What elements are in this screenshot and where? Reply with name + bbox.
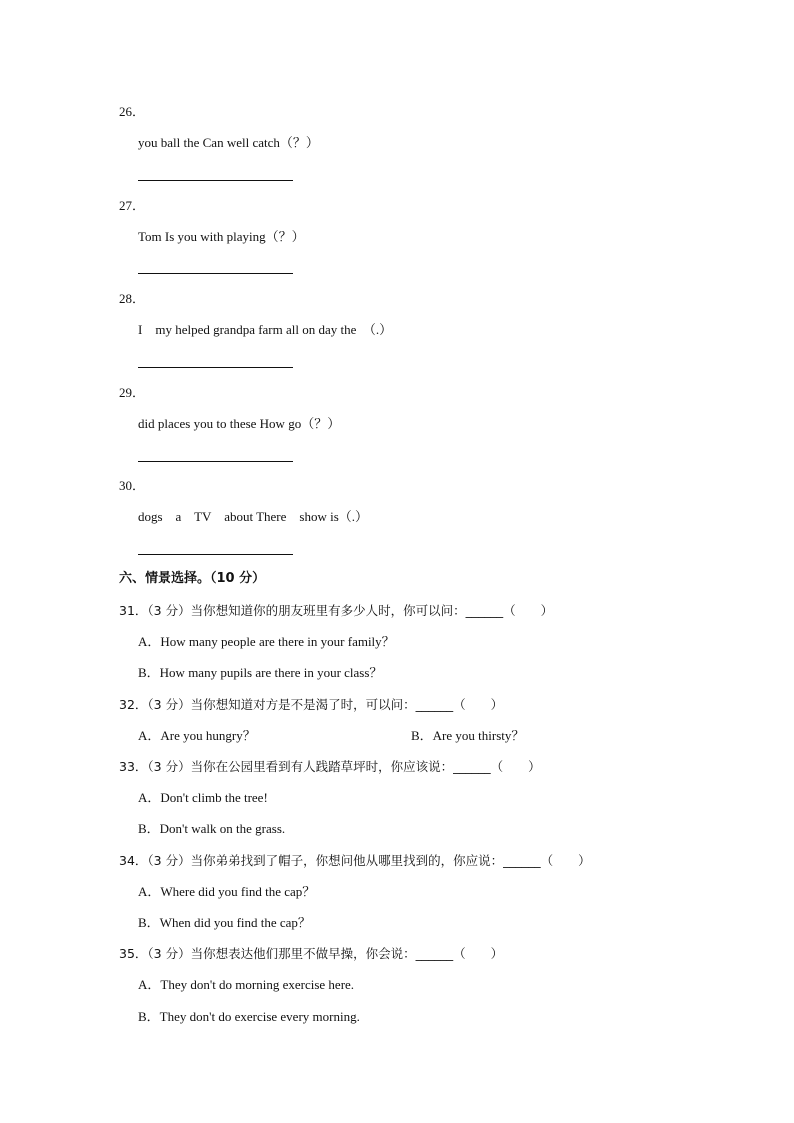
question-stem: 35．（3 分）当你想表达他们那里不做早操，你会说：______（ ）: [119, 946, 504, 961]
section-title: 六、情景选择。（10 分）: [119, 571, 266, 586]
question-number: 26．: [119, 104, 146, 119]
scrambled-words: dogs a TV about There show is（.）: [138, 509, 369, 524]
option-a[interactable]: A．Where did you find the cap？: [138, 884, 316, 899]
question-number: 27．: [119, 198, 146, 213]
option-a[interactable]: A．Don't climb the tree!: [138, 790, 268, 805]
option-a[interactable]: A．Are you hungry？: [138, 728, 256, 743]
option-b[interactable]: B．When did you find the cap？: [138, 915, 311, 930]
question-number: 29．: [119, 385, 146, 400]
option-a[interactable]: A．They don't do morning exercise here.: [138, 977, 355, 992]
question-stem: 33．（3 分）当你在公园里看到有人践踏草坪时，你应该说：______（ ）: [119, 759, 541, 774]
option-a[interactable]: A．How many people are there in your family？: [138, 634, 395, 649]
scrambled-words: you ball the Can well catch（？）: [138, 135, 319, 150]
option-b[interactable]: B．How many pupils are there in your class？: [138, 665, 383, 680]
question-stem: 34．（3 分）当你弟弟找到了帽子，你想问他从哪里找到的，你应说：______（ ）: [119, 853, 591, 868]
question-number: 28．: [119, 291, 146, 306]
answer-blank[interactable]: [138, 367, 293, 368]
answer-blank[interactable]: [138, 461, 293, 462]
question-stem: 31．（3 分）当你想知道你的朋友班里有多少人时，你可以问：______（ ）: [119, 603, 554, 618]
answer-blank[interactable]: [138, 554, 293, 555]
answer-blank[interactable]: [138, 180, 293, 181]
question-stem: 32．（3 分）当你想知道对方是不是渴了时，可以问：______（ ）: [119, 697, 504, 712]
scrambled-words: Tom Is you with playing（？）: [138, 229, 305, 244]
option-b[interactable]: B．Don't walk on the grass.: [138, 821, 286, 836]
question-number: 30．: [119, 478, 146, 493]
scrambled-words: I my helped grandpa farm all on day the （.）: [138, 322, 393, 337]
option-b[interactable]: B．Are you thirsty？: [411, 728, 525, 743]
option-b[interactable]: B．They don't do exercise every morning.: [138, 1009, 360, 1024]
scrambled-words: did places you to these How go（？）: [138, 416, 341, 431]
answer-blank[interactable]: [138, 273, 293, 274]
